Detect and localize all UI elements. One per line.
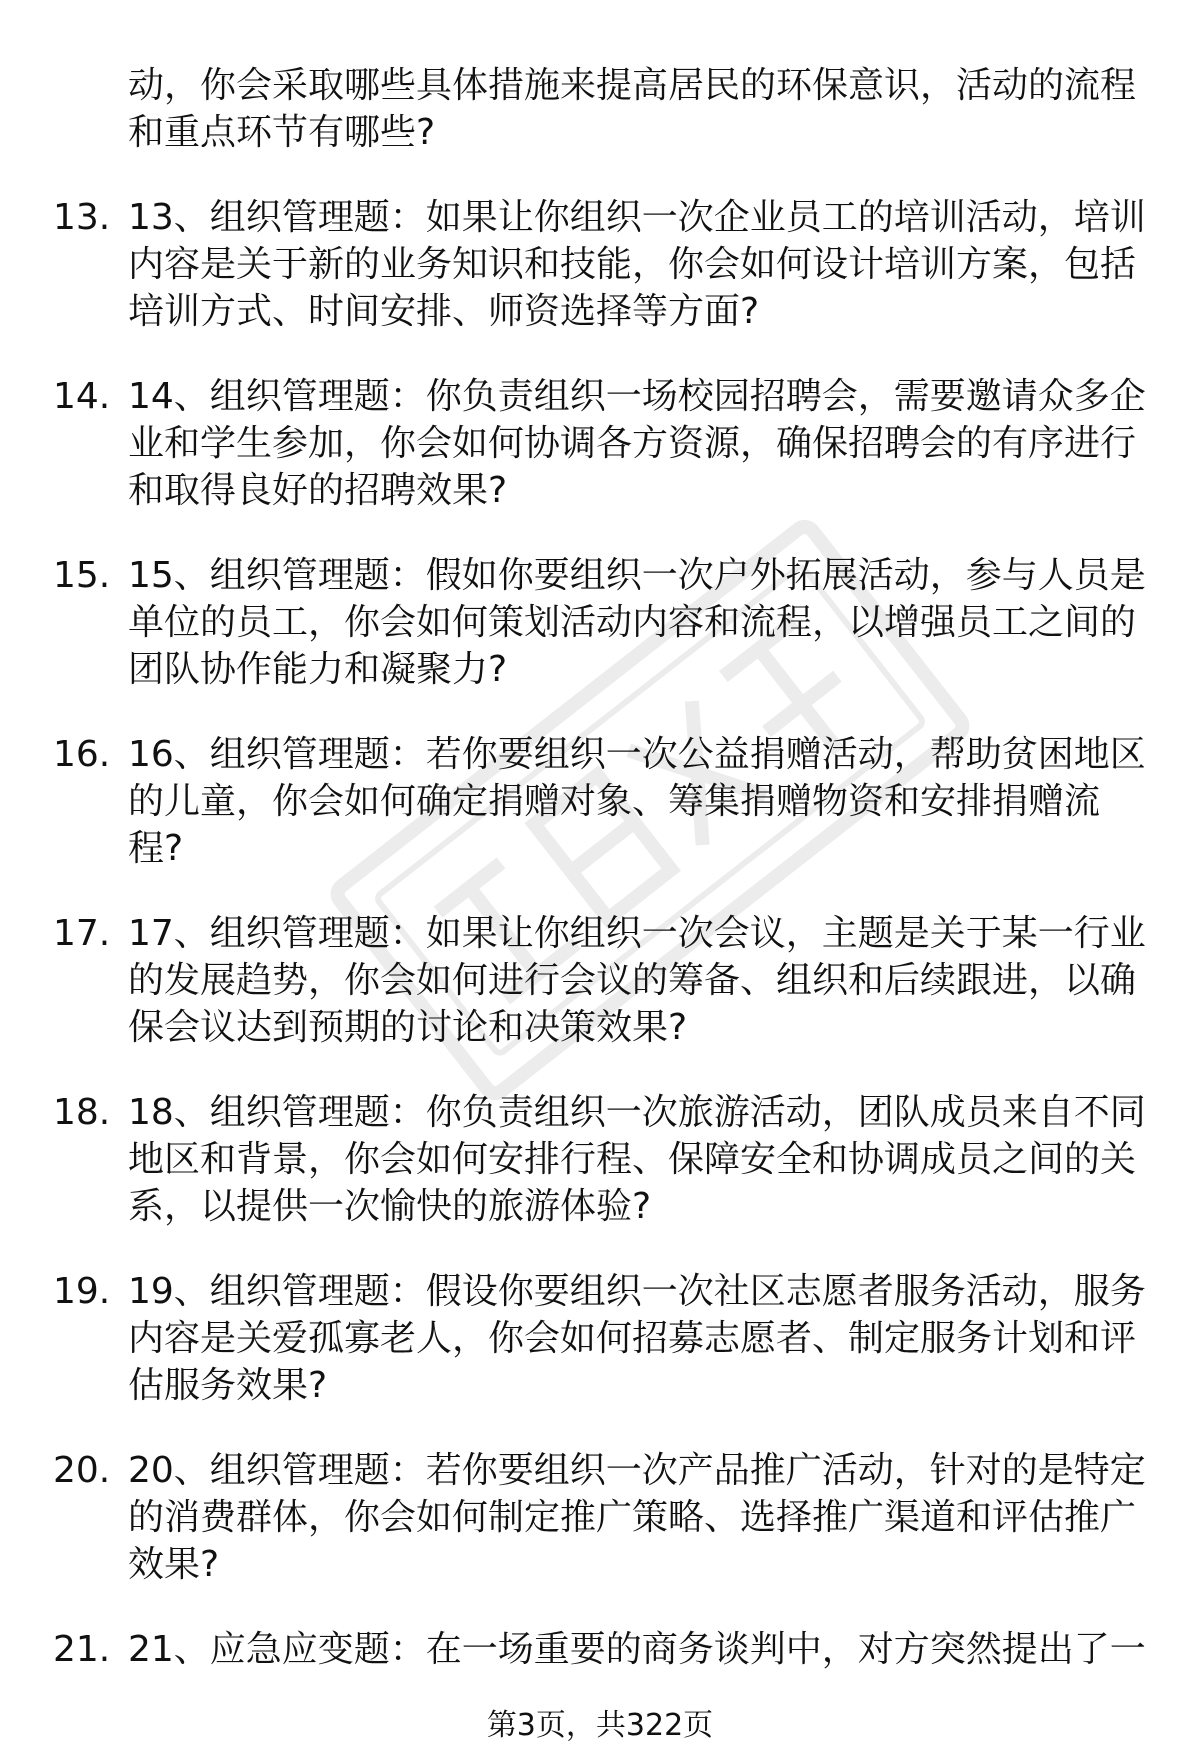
item-text: 18、组织管理题：你负责组织一次旅游活动，团队成员来自不同地区和背景，你会如何安排行程、保障安全和协调成员之间的关系，以提供一次愉快的旅游体验? [128,1092,1146,1227]
item-text: 20、组织管理题：若你要组织一次产品推广活动，针对的是特定的消费群体，你会如何制定推广策略、选择推广渠道和评估推广效果? [128,1450,1146,1585]
list-item [53,552,1148,693]
list-item [53,194,1148,335]
item-number: 13. [53,197,111,238]
item-text: 17、组织管理题：如果让你组织一次会议，主题是关于某一行业的发展趋势，你会如何进行会议的筹备、组织和后续跟进，以确保会议达到预期的讨论和决策效果? [128,913,1146,1048]
item-number: 17. [53,913,111,954]
question-list [0,62,1200,1673]
list-item [53,1089,1148,1230]
item-text: 14、组织管理题：你负责组织一场校园招聘会，需要邀请众多企业和学生参加，你会如何协调各方资源，确保招聘会的有序进行和取得良好的招聘效果? [128,376,1146,511]
item-text: 13、组织管理题：如果让你组织一次企业员工的培训活动，培训内容是关于新的业务知识和技能，你会如何设计培训方案，包括培训方式、时间安排、师资选择等方面? [128,197,1146,332]
item-text: 19、组织管理题：假设你要组织一次社区志愿者服务活动，服务内容是关爱孤寡老人，你会如何招募志愿者、制定服务计划和评估服务效果? [128,1271,1146,1406]
list-item [53,731,1148,872]
item-text: 15、组织管理题：假如你要组织一次户外拓展活动，参与人员是单位的员工，你会如何策划活动内容和流程，以增强员工之间的团队协作能力和凝聚力? [128,555,1146,690]
item-text: 16、组织管理题：若你要组织一次公益捐赠活动，帮助贫困地区的儿童，你会如何确定捐赠对象、筹集捐赠物资和安排捐赠流程? [128,734,1146,869]
list-item [53,910,1148,1051]
item-number: 21. [53,1629,111,1670]
item-number: 16. [53,734,111,775]
page-footer: 第3页，共322页 [486,1708,714,1743]
item-number: 18. [53,1092,111,1133]
list-item [53,373,1148,514]
continuation-paragraph: 动，你会采取哪些具体措施来提高居民的环保意识，活动的流程和重点环节有哪些? [128,65,1137,153]
list-item [53,1268,1148,1409]
item-number: 14. [53,376,111,417]
list-item [53,1447,1148,1588]
item-text: 21、应急应变题：在一场重要的商务谈判中，对方突然提出了一 [128,1629,1146,1670]
list-item [53,1626,1148,1673]
item-number: 19. [53,1271,111,1312]
item-number: 15. [53,555,111,596]
item-number: 20. [53,1450,111,1491]
